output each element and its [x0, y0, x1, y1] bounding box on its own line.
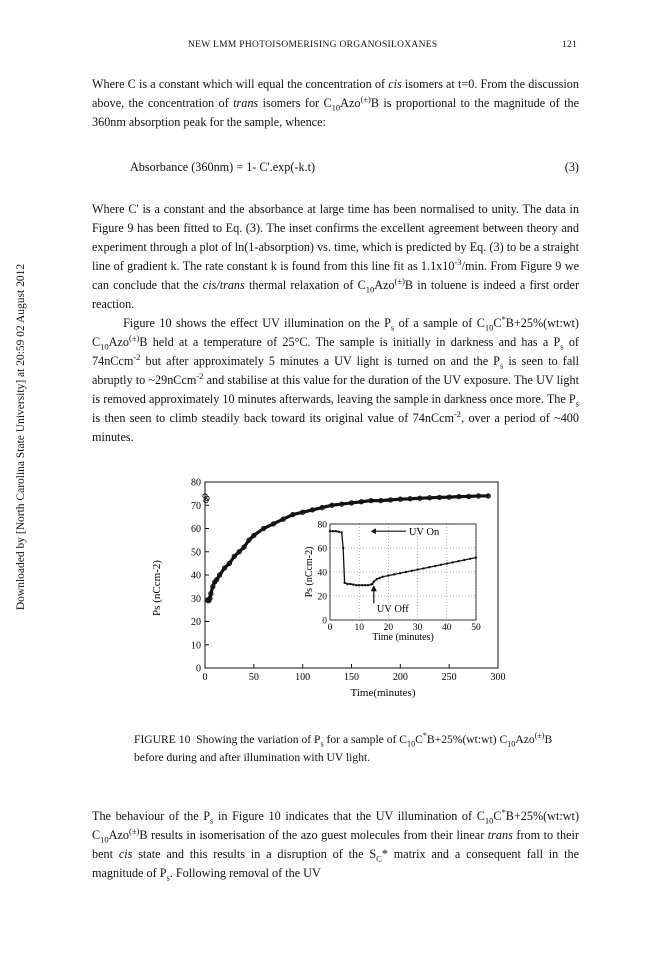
inset-plot: [304, 521, 481, 644]
inset-y-tick-label: 80: [317, 520, 327, 531]
running-header: [0, 40, 672, 54]
main-y-tick-label: 0: [196, 663, 201, 675]
inset-x-tick-label: 40: [442, 623, 452, 633]
main-x-tick-label: 250: [441, 672, 457, 683]
inset-x-tick-label: 50: [471, 623, 481, 633]
main-y-tick-label: 50: [191, 547, 201, 559]
annotation-uv-off: UV Off: [376, 604, 409, 615]
figure-10-chart: [138, 468, 518, 706]
paragraph-2: Where C' is a constant and the absorbance at large time has been normalised to unity. The data in Figure 9 has been fitted to Eq. (3). The inset confirms the excellent agreement between theory and experiment through a plot of ln(1-absorption) vs. time, which is predicted by Eq. (3) to be a straight line of gradient k. The rate constant k is found from this line fit as $1.1x10^{-3}/\min$. From Figure 9 we can conclude that the cis/trans thermal relaxation of $C_{10}Azo^{(\pm)}B$ in toluene is indeed a first order reaction.: [92, 202, 579, 311]
main-x-tick-label: 0: [202, 672, 208, 683]
inset-y-axis-label: Ps (nCcm-2): [304, 546, 315, 598]
main-x-tick-label: 300: [490, 672, 506, 683]
paragraph-4: The behaviour of the $P_s$ in Figure 10 indicates that the UV illumination of $C_{10}C^*B+25\%(wt:wt)$ $C_{10}Azo^{(\pm)}B$ results in isomerisation of the azo guest molecules from their linear trans from to their bent cis state and this results in a disruption of the $S_C*$ matrix and a consequent fall in the magnitude of $P_s$. Following removal of the UV: [92, 806, 580, 883]
figure-caption: FIGURE 10 Showing the variation of $P_s$ for a sample of $C_{10}C^*B+25\%(wt:wt)$ $C_{10}Azo^{(\pm)}B$ before during and after illumination with UV light.: [134, 731, 553, 764]
header-title: NEW LMM PHOTOISOMERISING ORGANOSILOXANES: [188, 40, 438, 50]
main-y-tick-label: 80: [191, 477, 201, 489]
equation-text: Absorbance (360nm) = 1- C'.exp(-k.t): [130, 160, 316, 174]
main-y-tick-label: 60: [191, 524, 201, 535]
inset-x-axis-label: Time (minutes): [372, 632, 434, 643]
inset-y-tick-label: 60: [317, 544, 327, 555]
equation-3: [130, 160, 579, 175]
figure-10: [138, 468, 518, 711]
main-y-tick-label: 40: [191, 570, 201, 582]
inset-x-tick-label: 20: [383, 623, 394, 633]
inset-x-tick-label: 30: [412, 623, 423, 633]
download-watermark: Downloaded by [North Carolina State University] at 20:59 02 August 2012: [15, 263, 27, 611]
main-x-tick-label: 50: [248, 672, 259, 683]
paragraph-1: Where C is a constant which will equal the concentration of cis isomers at t=0. From the discussion above, the concentration of trans isomers for $C_{10}Azo^{(\pm)}B$ is proportional to the magnitude of the 360nm absorption peak for the sample, whence:: [92, 77, 579, 129]
inset-x-tick-label: 0: [327, 623, 333, 633]
paragraph-3: Figure 10 shows the effect UV illumination on the $P_s$ of a sample of $C_{10}C^*B+25\%(wt:wt)$ $C_{10}Azo^{(\pm)}B$ held at a temperature of 25°C. The sample is initially in darkness and has a $P_s$ of 74nCcm$^{-2}$ but after approximately 5 minutes a UV light is turned on and the $P_s$ is seen to fall abruptly to ~29nCcm$^{-2}$ and stabilise at this value for the duration of the UV exposure. The UV light is removed approximately 10 minutes afterwards, leaving the sample in darkness once more. The $P_s$ is then seen to climb steadily back toward its original value of 74nCcm$^{-2}$, over a period of ~400 minutes.: [92, 313, 580, 444]
main-y-axis-label: Ps (nCcm-2): [151, 560, 163, 616]
inset-y-tick-label: 0: [322, 616, 327, 627]
main-x-tick-label: 200: [392, 672, 408, 683]
main-x-tick-label: 100: [295, 672, 311, 683]
main-y-tick-label: 70: [191, 500, 201, 512]
main-x-axis-label: Time(minutes): [350, 687, 416, 699]
inset-y-tick-label: 40: [317, 568, 327, 579]
inset-y-tick-label: 20: [317, 592, 327, 603]
main-y-tick-label: 10: [191, 640, 201, 652]
inset-x-tick-label: 10: [354, 623, 364, 633]
page-number: 121: [562, 40, 578, 50]
main-y-tick-label: 30: [191, 593, 201, 605]
main-y-tick-label: 20: [191, 617, 201, 628]
equation-number: (3): [564, 160, 579, 174]
main-x-tick-label: 150: [344, 672, 359, 683]
annotation-uv-on: UV On: [408, 527, 440, 539]
